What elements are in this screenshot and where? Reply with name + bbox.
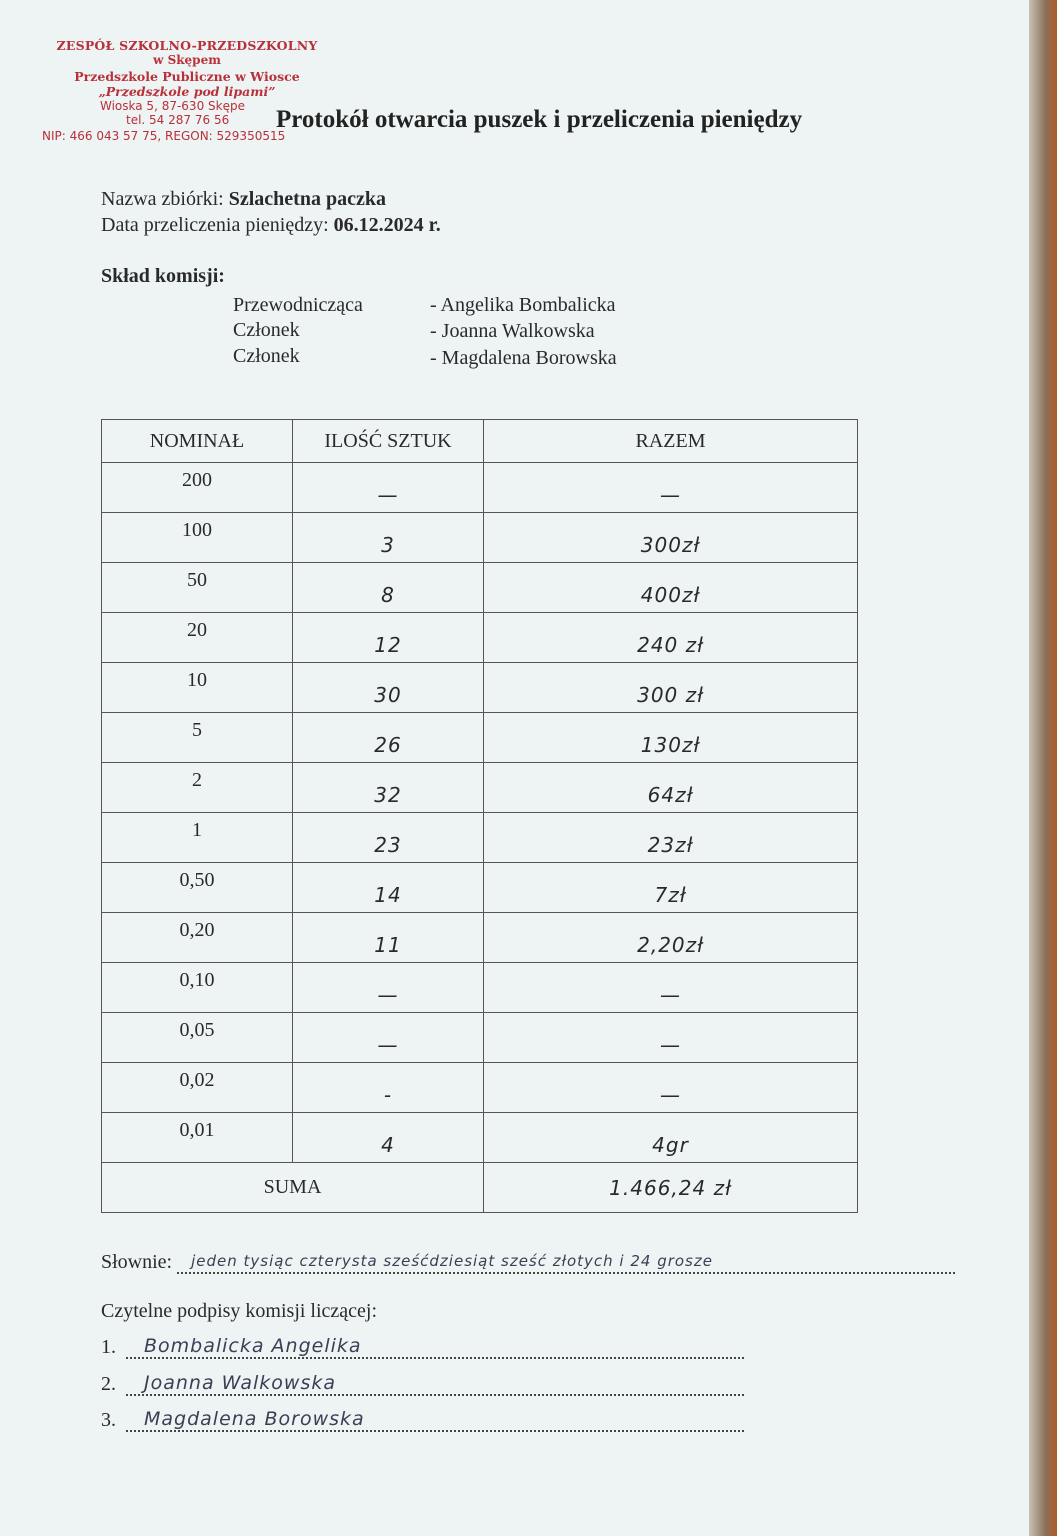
quantity-cell-text: —	[377, 982, 399, 1007]
nominal-cell	[102, 963, 293, 1013]
header-nominal: NOMINAŁ	[102, 420, 293, 463]
nominal-cell-text: 0,50	[179, 869, 215, 891]
quantity-cell	[293, 913, 484, 963]
quantity-cell	[293, 463, 484, 513]
total-cell-text: —	[660, 1032, 681, 1057]
signature-number: 2.	[101, 1373, 116, 1395]
stamp-line: tel. 54 287 76 56	[126, 113, 230, 127]
nominal-cell-text: 0,05	[179, 1019, 215, 1041]
quantity-cell	[293, 763, 484, 813]
header-quantity: ILOŚĆ SZTUK	[293, 420, 484, 463]
total-cell-text: 300zł	[640, 532, 701, 557]
table-row	[102, 813, 858, 863]
count-date-line	[101, 214, 441, 237]
denomination-table	[101, 419, 858, 1213]
count-date-label: Data przeliczenia pieniędzy:	[101, 214, 329, 236]
nominal-cell-text: 50	[187, 569, 207, 591]
nominal-cell-text: 0,02	[179, 1069, 215, 1091]
signature-name: Magdalena Borowska	[144, 1408, 365, 1430]
stamp-line: ZESPÓŁ SZKOLNO-PRZEDSZKOLNY	[56, 38, 318, 53]
member-name: - Joanna Walkowska	[430, 320, 595, 342]
total-cell	[484, 1013, 858, 1063]
signature-field	[126, 1408, 744, 1432]
total-cell	[484, 1113, 858, 1163]
signature-field	[126, 1372, 744, 1396]
total-cell-text: 130zł	[640, 732, 701, 757]
table-row	[102, 513, 858, 563]
count-date-value: 06.12.2024 r.	[333, 214, 441, 236]
quantity-cell	[293, 1013, 484, 1063]
nominal-cell	[102, 613, 293, 663]
table-row	[102, 713, 858, 763]
total-cell-text: —	[660, 1082, 681, 1107]
nominal-cell-text: 0,01	[179, 1119, 215, 1141]
nominal-cell	[102, 913, 293, 963]
table-row	[102, 1113, 858, 1163]
quantity-cell-text: 30	[374, 682, 402, 707]
signature-line	[101, 1372, 744, 1396]
quantity-cell	[293, 563, 484, 613]
total-cell-text: 23zł	[647, 832, 694, 857]
total-cell-text: 64zł	[647, 782, 694, 807]
total-cell-text: 4gr	[652, 1132, 689, 1157]
words-label: Słownie:	[101, 1251, 173, 1273]
quantity-cell-text: 12	[374, 632, 402, 657]
document-title: Protokół otwarcia puszek i przeliczenia pieniędzy	[276, 106, 803, 133]
table-row	[102, 763, 858, 813]
member-role: Członek	[233, 345, 300, 367]
quantity-cell-text: 8	[381, 582, 395, 607]
quantity-cell-text: 14	[374, 882, 402, 907]
total-cell-text: 7zł	[654, 882, 687, 907]
member-role: Przewodnicząca	[233, 294, 363, 316]
quantity-cell-text: 4	[381, 1132, 395, 1157]
total-cell-text: 400zł	[640, 582, 701, 607]
signature-line	[101, 1408, 744, 1432]
table-row	[102, 663, 858, 713]
nominal-cell-text: 5	[192, 719, 202, 741]
words-field	[177, 1250, 955, 1274]
nominal-cell	[102, 513, 293, 563]
table-row	[102, 563, 858, 613]
quantity-cell	[293, 613, 484, 663]
words-value: jeden tysiąc czterysta sześćdziesiąt sześć złotych i 24 grosze	[191, 1252, 713, 1270]
collection-name-line	[101, 188, 386, 211]
signature-number: 1.	[101, 1336, 116, 1358]
quantity-cell-text: 23	[374, 832, 402, 857]
total-cell	[484, 963, 858, 1013]
table-row	[102, 863, 858, 913]
total-cell	[484, 713, 858, 763]
quantity-cell	[293, 663, 484, 713]
quantity-cell	[293, 863, 484, 913]
total-cell	[484, 463, 858, 513]
quantity-cell-text: 11	[374, 932, 402, 957]
collection-name-value: Szlachetna paczka	[228, 188, 386, 210]
signature-field	[126, 1335, 744, 1359]
quantity-cell-text: 32	[374, 782, 402, 807]
table-edge-background	[1029, 0, 1057, 1536]
collection-name-label: Nazwa zbiórki:	[101, 188, 224, 210]
nominal-cell	[102, 763, 293, 813]
nominal-cell	[102, 713, 293, 763]
stamp-line: „Przedszkole pod lipami”	[98, 84, 276, 99]
quantity-cell-text: —	[377, 482, 399, 507]
amount-in-words	[101, 1250, 961, 1274]
quantity-cell-text: 3	[381, 532, 395, 557]
quantity-cell-text: —	[377, 1032, 399, 1057]
sum-label: SUMA	[102, 1163, 484, 1213]
nominal-cell	[102, 1063, 293, 1113]
nominal-cell-text: 2	[192, 769, 202, 791]
total-cell	[484, 513, 858, 563]
table-row	[102, 1013, 858, 1063]
total-cell	[484, 913, 858, 963]
total-cell-text: —	[660, 482, 681, 507]
total-cell	[484, 763, 858, 813]
signature-line	[101, 1335, 744, 1359]
table-header-row	[102, 420, 858, 463]
nominal-cell	[102, 463, 293, 513]
stamp-line: Wioska 5, 87-630 Skępe	[100, 99, 245, 113]
sum-row	[102, 1163, 858, 1213]
total-cell-text: 2,20zł	[637, 932, 704, 957]
total-cell-text: —	[660, 982, 681, 1007]
header-total: RAZEM	[484, 420, 858, 463]
quantity-cell	[293, 813, 484, 863]
nominal-cell-text: 10	[187, 669, 207, 691]
stamp-line: NIP: 466 043 57 75, REGON: 529350515	[42, 129, 286, 143]
total-cell	[484, 563, 858, 613]
total-cell-text: 300 zł	[637, 682, 704, 707]
nominal-cell-text: 20	[187, 619, 207, 641]
quantity-cell	[293, 963, 484, 1013]
nominal-cell-text: 200	[182, 469, 212, 491]
quantity-cell	[293, 713, 484, 763]
table-row	[102, 463, 858, 513]
member-role: Członek	[233, 319, 300, 341]
table-row	[102, 913, 858, 963]
total-cell	[484, 863, 858, 913]
member-name: - Magdalena Borowska	[430, 347, 617, 369]
nominal-cell-text: 1	[192, 819, 202, 841]
table-row	[102, 1063, 858, 1113]
nominal-cell	[102, 663, 293, 713]
table-row	[102, 963, 858, 1013]
table-row	[102, 613, 858, 663]
nominal-cell-text: 0,20	[179, 919, 215, 941]
nominal-cell-text: 0,10	[179, 969, 215, 991]
quantity-cell	[293, 513, 484, 563]
committee-label: Skład komisji:	[101, 265, 225, 287]
total-cell	[484, 1063, 858, 1113]
nominal-cell	[102, 563, 293, 613]
quantity-cell-text: 26	[374, 732, 402, 757]
sum-value: 1.466,24 zł	[484, 1163, 858, 1213]
nominal-cell	[102, 1013, 293, 1063]
signature-number: 3.	[101, 1409, 116, 1431]
signature-name: Bombalicka Angelika	[144, 1335, 362, 1357]
total-cell	[484, 663, 858, 713]
nominal-cell	[102, 813, 293, 863]
nominal-cell	[102, 1113, 293, 1163]
quantity-cell	[293, 1113, 484, 1163]
quantity-cell	[293, 1063, 484, 1113]
stamp-line: Przedszkole Publiczne w Wiosce	[74, 69, 300, 84]
nominal-cell-text: 100	[182, 519, 212, 541]
nominal-cell	[102, 863, 293, 913]
quantity-cell-text: -	[383, 1082, 393, 1107]
stamp-line: w Skępem	[153, 53, 221, 67]
total-cell	[484, 813, 858, 863]
total-cell-text: 240 zł	[637, 632, 704, 657]
signature-name: Joanna Walkowska	[144, 1372, 337, 1394]
total-cell	[484, 613, 858, 663]
signatures-label: Czytelne podpisy komisji liczącej:	[101, 1300, 378, 1322]
member-name: - Angelika Bombalicka	[430, 294, 616, 316]
